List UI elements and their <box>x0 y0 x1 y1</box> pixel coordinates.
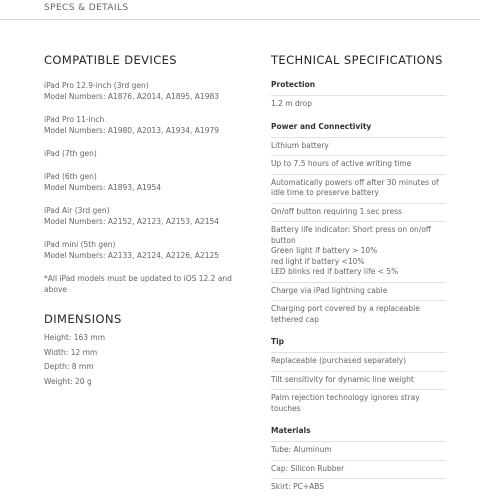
spec-item <box>271 479 446 497</box>
device-model-numbers: Model Numbers: A1980, A2013, A1934, A1979 <box>44 126 220 135</box>
spec-item <box>271 175 446 204</box>
dimension-row: Width: 12 mm <box>44 347 98 357</box>
dimensions-list <box>44 331 244 389</box>
spec-item <box>271 442 446 461</box>
spec-item-line: Up to 7.5 hours of active writing time <box>271 159 412 168</box>
device-list <box>44 80 244 261</box>
dimensions-title: DIMENSIONS <box>44 312 122 326</box>
spec-section-title: Protection <box>271 76 446 96</box>
spec-item <box>271 353 446 372</box>
spec-section <box>271 333 446 418</box>
spec-item <box>271 301 446 329</box>
spec-item-line: Replaceable (purchased separately) <box>271 356 407 365</box>
device-item <box>44 171 244 193</box>
device-item <box>44 80 244 102</box>
spec-item-line: Palm rejection technology ignores stray touches <box>271 393 420 413</box>
device-name: iPad Pro 11-inch <box>44 115 105 124</box>
spec-item-line: Battery life indicator: Short press on on/off button <box>271 225 432 245</box>
device-item <box>44 114 244 136</box>
left-column <box>44 52 244 389</box>
spec-item <box>271 372 446 391</box>
spec-item-line: Skirt: PC+ABS <box>271 482 325 491</box>
spec-item <box>271 96 446 114</box>
technical-sections <box>271 76 446 497</box>
spec-item <box>271 390 446 418</box>
device-item <box>44 205 244 227</box>
spec-item <box>271 204 446 223</box>
spec-section <box>271 118 446 330</box>
device-model-numbers: Model Numbers: A2133, A2124, A2126, A2125 <box>44 251 220 260</box>
spec-item <box>271 138 446 157</box>
spec-item <box>271 283 446 302</box>
spec-item-line: Charging port covered by a replaceable tethered cap <box>271 304 420 324</box>
spec-item-line: LED blinks red if battery life < 5% <box>271 267 399 276</box>
compatibility-note: *All iPad models must be updated to iOS 12.2 and above <box>44 274 232 294</box>
device-name: iPad Pro 12.9-inch (3rd gen) <box>44 81 149 90</box>
spec-section-title: Tip <box>271 333 446 353</box>
compatible-devices-title: COMPATIBLE DEVICES <box>44 53 177 67</box>
device-item <box>44 239 244 261</box>
spec-section-title: Power and Connectivity <box>271 118 446 138</box>
device-model-numbers: Model Numbers: A1893, A1954 <box>44 183 162 192</box>
spec-item-line: Cap: Silicon Rubber <box>271 463 345 473</box>
dimension-row: Weight: 20 g <box>44 376 92 386</box>
device-model-numbers: Model Numbers: A1876, A2014, A1895, A1983 <box>44 92 220 101</box>
technical-specifications-title: TECHNICAL SPECIFICATIONS <box>271 53 443 67</box>
spec-item-line: Automatically powers off after 30 minutes of idle time to preserve battery <box>271 177 439 197</box>
spec-item-line: Tilt sensitivity for dynamic line weight <box>271 374 414 384</box>
dimension-row: Depth: 8 mm <box>44 362 94 371</box>
spec-section-title: Materials <box>271 422 446 442</box>
spec-item-line: red light if battery <10% <box>271 256 365 266</box>
spec-item <box>271 461 446 480</box>
spec-item-line: Tube: Aluminum <box>271 445 332 454</box>
device-name: iPad (7th gen) <box>44 149 97 158</box>
spec-item-line: Green light if battery > 10% <box>271 246 378 255</box>
device-model-numbers: Model Numbers: A2152, A2123, A2153, A2154 <box>44 217 220 226</box>
spec-item <box>271 222 446 283</box>
device-name: iPad (6th gen) <box>44 172 97 181</box>
top-bar <box>0 0 480 20</box>
device-name: iPad Air (3rd gen) <box>44 206 110 215</box>
dimension-row: Height: 163 mm <box>44 333 106 342</box>
device-item <box>44 148 244 159</box>
spec-item-line: Charge via iPad lightning cable <box>271 285 388 295</box>
spec-item-line: Lithium battery <box>271 140 329 150</box>
spec-item-line: On/off button requiring 1 sec press <box>271 206 402 216</box>
page-header-title: SPECS & DETAILS <box>44 3 129 13</box>
spec-section <box>271 422 446 497</box>
right-column <box>271 52 446 501</box>
device-name: iPad mini (5th gen) <box>44 240 116 249</box>
spec-section <box>271 76 446 114</box>
spec-item-line: 1.2 m drop <box>271 99 313 108</box>
spec-item <box>271 156 446 175</box>
